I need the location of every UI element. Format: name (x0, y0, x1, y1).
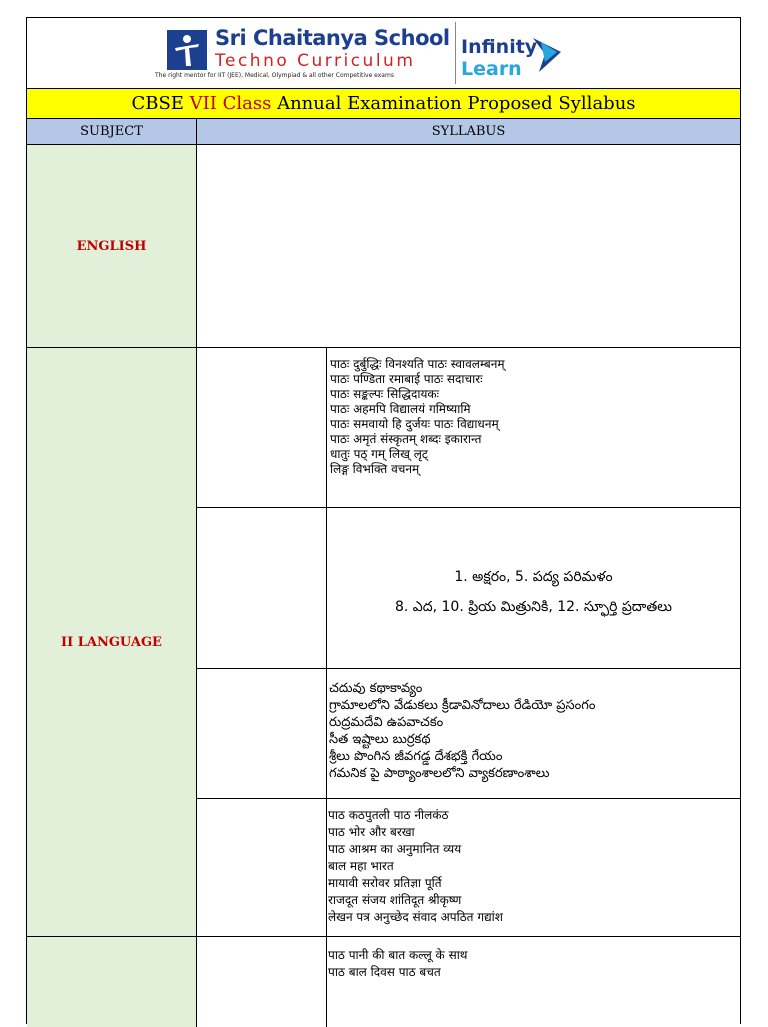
hindi-line: पाठ भोर और बरखा (328, 825, 415, 839)
english-syllabus-cell (197, 145, 740, 348)
infinity-text: Infinity (461, 36, 538, 58)
hindi-line: मायावी सरोवर प्रतिज्ञा पूर्ति (328, 876, 442, 890)
logo-divider (455, 22, 456, 84)
hindi-line: लेखन पत्र अनुच्छेद संवाद अपठित गद्यांश (328, 910, 503, 924)
syllabus-sheet (26, 17, 741, 1024)
hindi-next-syllabus-cell (327, 937, 740, 1027)
hindi-line: पाठ कठपुतली पाठ नीलकंठ (328, 808, 449, 822)
telugu-reader-line: గ్రామాలలోని వేడుకలు క్రీడావినోదాలు రేడియో ప్రసంగం (329, 698, 596, 713)
telugu-reader-line: శ్రీలు పొంగిన జీవగడ్డ దేశభక్తి గేయం (329, 749, 503, 764)
header-logos (27, 18, 740, 88)
infinity-arrow-icon (527, 32, 567, 78)
sanskrit-line: लिङ्ग विभक्ति वचनम् (330, 462, 420, 476)
subject-english (27, 145, 197, 348)
hindi-line: पाठ आश्रम का अनुमानित व्यय (328, 842, 462, 856)
telugu-main-line: 8. ఎద, 10. ప్రియ మిత్రునికి, 12. స్ఫూర్తి ప్రదాతలు (394, 599, 673, 615)
subject-second-language-label: II LANGUAGE (61, 634, 162, 650)
telugu-reader-line: సీత ఇష్టాలు బుర్రకథ (329, 732, 431, 747)
next-label-cell (197, 937, 327, 1027)
telugu-reader-line: గమనిక పై పాఠ్యాంశాలలోని వ్యాకరణాంశాలు (329, 766, 550, 781)
sri-chaitanya-emblem-icon (167, 30, 207, 70)
telugu-main-line: 1. అక్షరం, 5. పద్య పరిమళం (454, 569, 613, 585)
telugu-reader-line: చదువు కథాకావ్యం (329, 681, 423, 696)
hindi-next-line: पाठ पानी की बात कल्लू के साथ (328, 948, 468, 962)
infinity-learn-logo (461, 36, 581, 86)
sri-chaitanya-logo (155, 26, 457, 86)
hindi-next-line: पाठ बाल दिवस पाठ बचत (328, 965, 441, 979)
sanskrit-line: पाठः दुर्बुद्धिः विनश्यति पाठः स्वावलम्बनम् (330, 357, 505, 371)
hindi-label-cell (197, 799, 327, 937)
sanskrit-line: पाठः अहमपि विद्यालयं गमिष्यामि (330, 402, 471, 416)
sanskrit-line: पाठः समवायो हि दुर्जयः पाठः विद्याधनम् (330, 417, 499, 431)
subject-english-label: ENGLISH (76, 238, 147, 254)
sanskrit-line: पाठः सङ्कल्पः सिद्धिदायकः (330, 387, 440, 401)
title-part-rest: Annual Examination Proposed Syllabus (271, 93, 636, 114)
sanskrit-line: धातुः पठ् गम् लिख् लृट् (330, 447, 428, 461)
learn-text: Learn (461, 58, 522, 80)
hindi-line: बाल महा भारत (328, 859, 394, 873)
syllabus-column-header: SYLLABUS (431, 124, 506, 139)
sanskrit-label-cell (197, 348, 327, 508)
subject-second-language (27, 348, 197, 937)
page-title (27, 88, 740, 119)
subject-next (27, 937, 197, 1027)
school-name: Sri Chaitanya School (215, 26, 450, 50)
sanskrit-syllabus-cell (327, 348, 740, 508)
telugu-reader-label-cell (197, 669, 327, 799)
telugu-reader-line: రుద్రమదేవి ఉపవాచకం (329, 715, 444, 730)
title-part-class: VII Class (189, 93, 272, 114)
sanskrit-line: पाठः अमृतं संस्कृतम् शब्दः इकारान्त (330, 432, 482, 446)
table-header (27, 119, 740, 145)
sanskrit-line: पाठः पण्डिता रमाबाई पाठः सदाचारः (330, 372, 483, 386)
school-tagline: The right mentor for IIT (JEE), Medical, Olympiad & all other Competitive exams (155, 72, 394, 79)
telugu-syllabus-cell (327, 508, 740, 669)
title-part-cbse: CBSE (131, 93, 190, 114)
telugu-label-cell (197, 508, 327, 669)
telugu-reader-syllabus-cell (327, 669, 740, 799)
hindi-line: राजदूत संजय शांतिदूत श्रीकृष्ण (328, 893, 462, 907)
hindi-syllabus-cell (327, 799, 740, 937)
subject-column-header: SUBJECT (27, 119, 197, 144)
school-subtitle: Techno Curriculum (215, 51, 416, 71)
